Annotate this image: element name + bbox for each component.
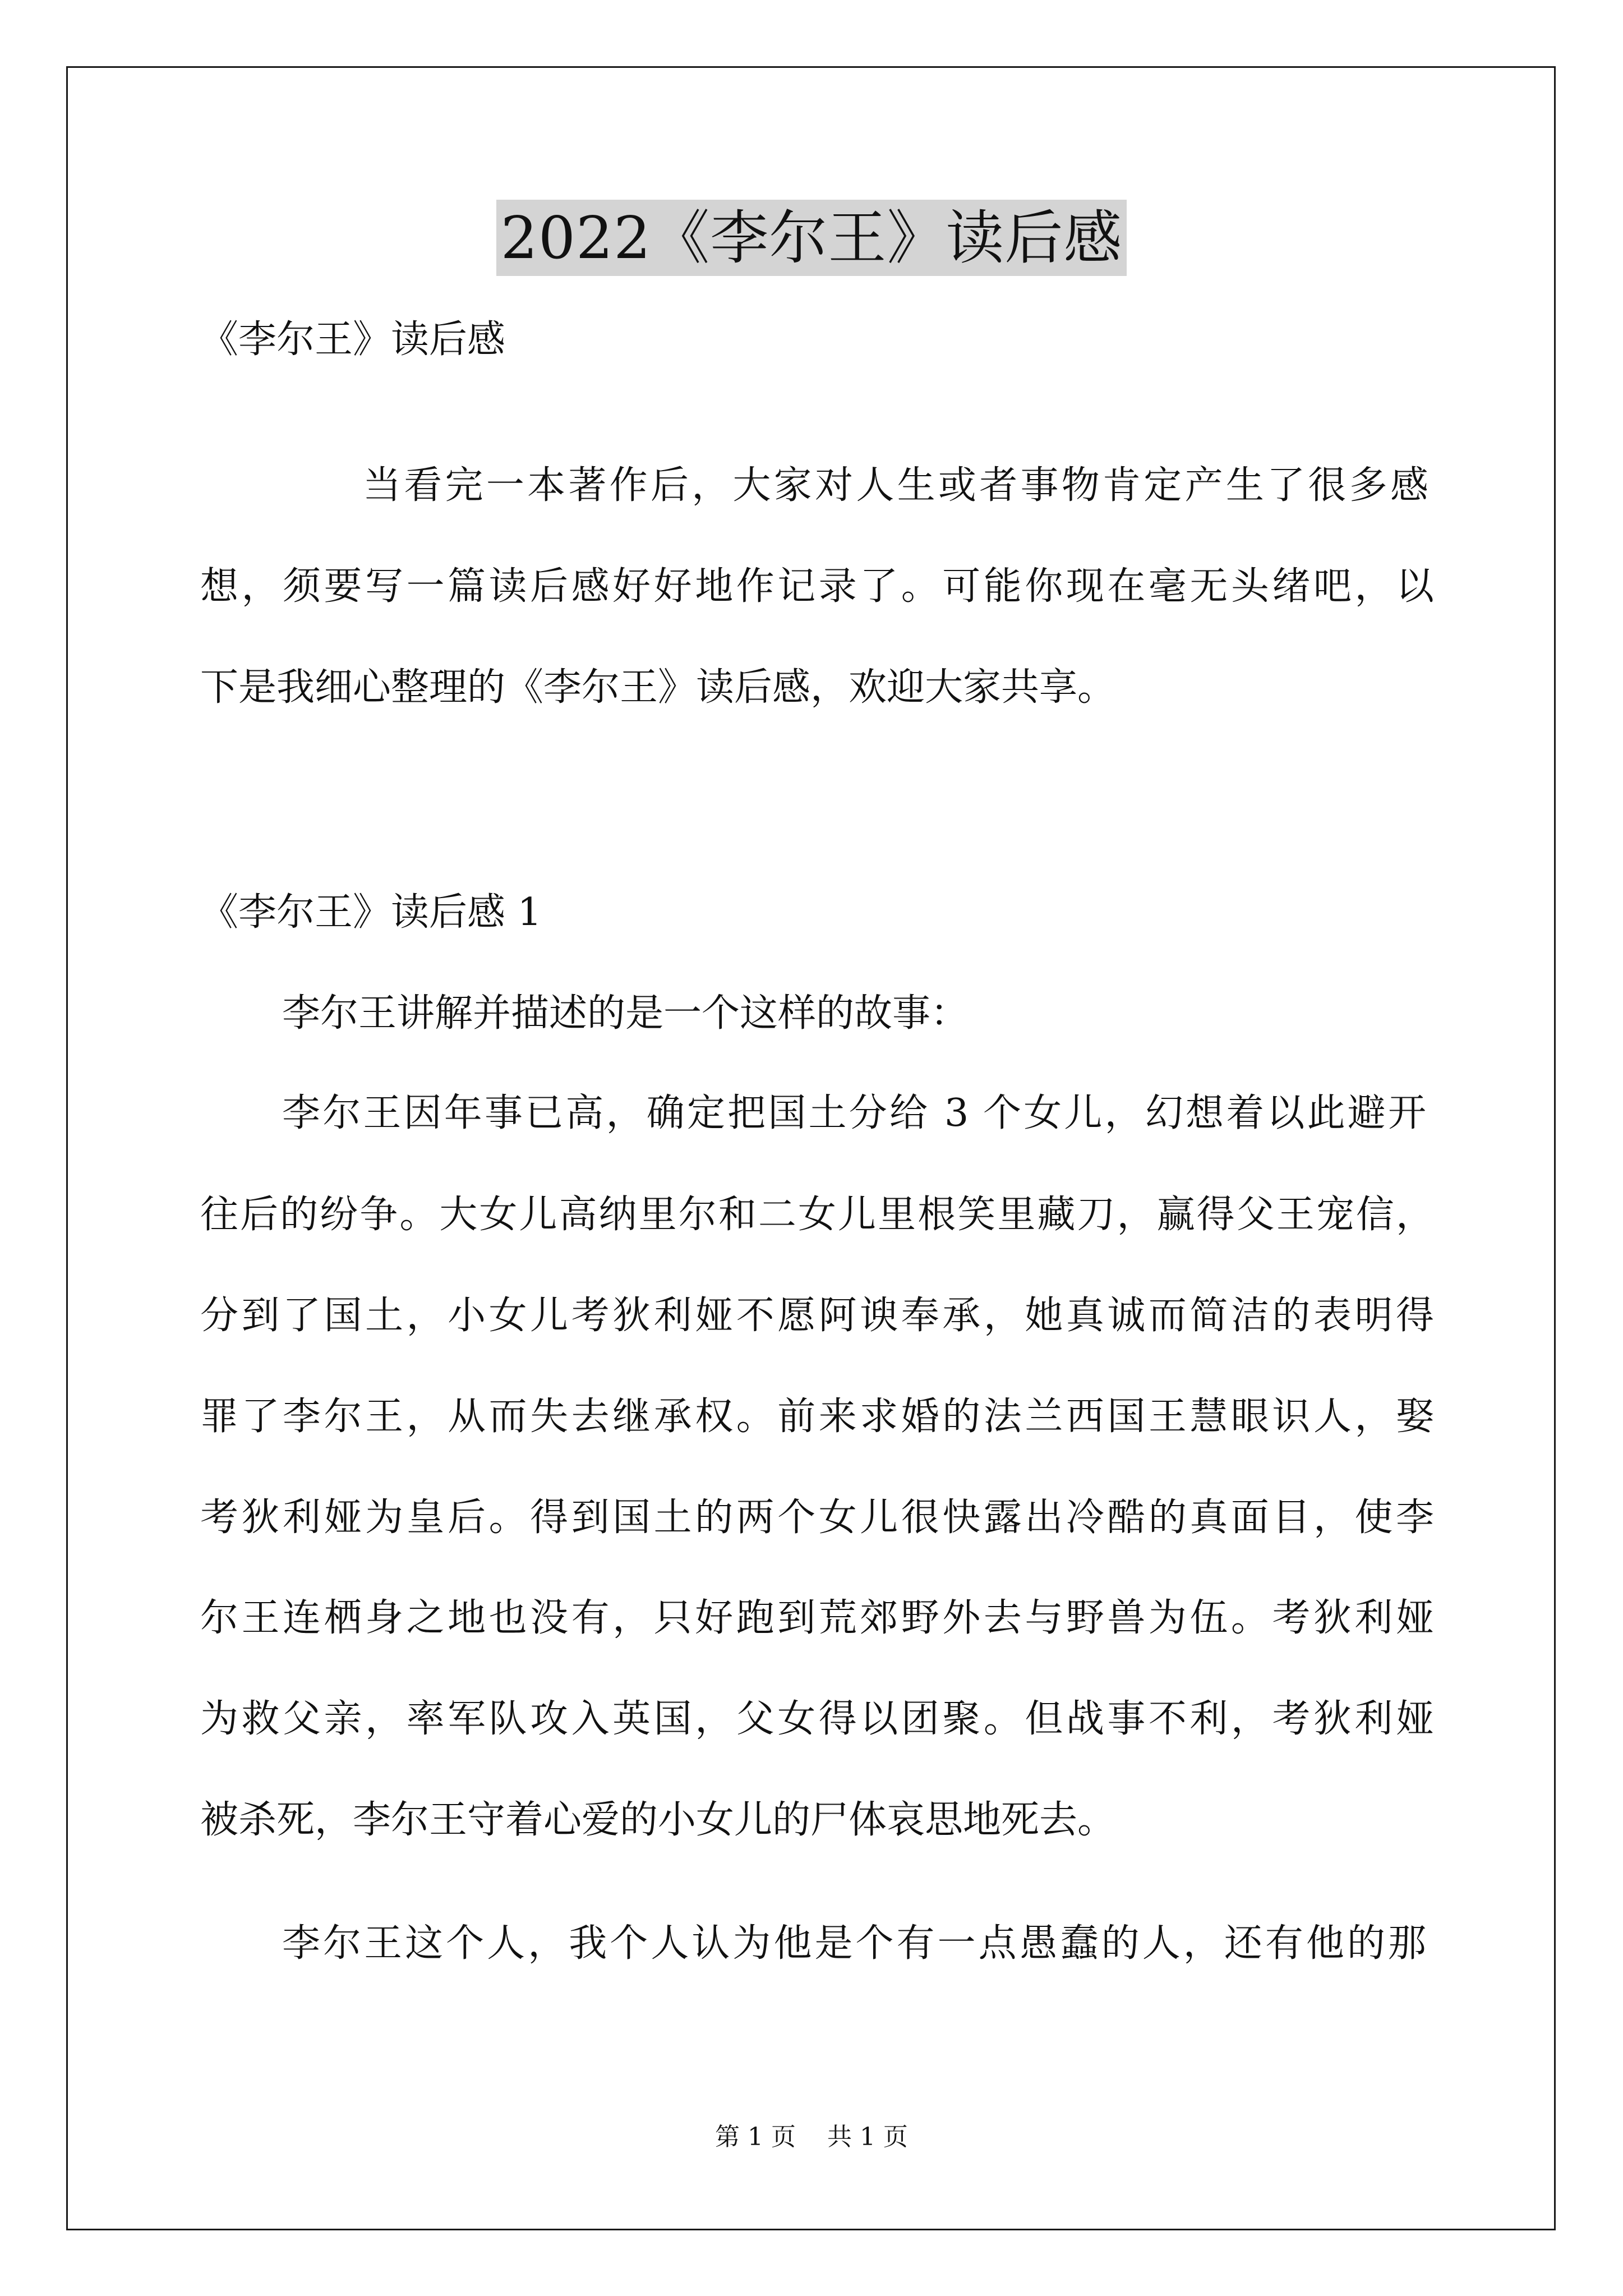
document-heading: 《李尔王》读后感 [200, 318, 506, 362]
paragraph-2-line-4: 罪了李尔王，从而失去继承权。前来求婚的法兰西国王慧眼识人，娶 [200, 1395, 1434, 1439]
intro-line-3: 下是我细心整理的《李尔王》读后感，欢迎大家共享。 [200, 665, 1116, 710]
paragraph-2-line-6: 尔王连栖身之地也没有，只好跑到荒郊野外去与野兽为伍。考狄利娅 [200, 1596, 1434, 1640]
paragraph-2-line-5: 考狄利娅为皇后。得到国土的两个女儿很快露出冷酷的真面目，使李 [200, 1496, 1434, 1540]
paragraph-1: 李尔王讲解并描述的是一个这样的故事： [282, 991, 969, 1036]
page-border [66, 66, 1556, 2230]
document-title: 2022《李尔王》读后感 [496, 200, 1127, 276]
section-heading: 《李尔王》读后感 1 [200, 890, 542, 935]
paragraph-2-line-8: 被杀死，李尔王守着心爱的小女儿的尸体哀思地死去。 [200, 1798, 1116, 1842]
intro-line-1: 当看完一本著作后，大家对人生或者事物肯定产生了很多感 [363, 463, 1428, 508]
paragraph-2-line-1: 李尔王因年事已高，确定把国土分给 3 个女儿，幻想着以此避开 [282, 1091, 1426, 1135]
intro-line-2: 想，须要写一篇读后感好好地作记录了。可能你现在毫无头绪吧，以 [200, 564, 1434, 609]
paragraph-2-line-7: 为救父亲，率军队攻入英国，父女得以团聚。但战事不利，考狄利娅 [200, 1697, 1434, 1741]
title-wrapper [0, 200, 1623, 276]
paragraph-2-line-3: 分到了国土，小女儿考狄利娅不愿阿谀奉承，她真诚而简洁的表明得 [200, 1294, 1434, 1338]
paragraph-2-line-2: 往后的纷争。大女儿高纳里尔和二女儿里根笑里藏刀，赢得父王宠信， [200, 1193, 1434, 1237]
page-footer: 第 1 页 共 1 页 [715, 2123, 908, 2151]
paragraph-3-line-1: 李尔王这个人，我个人认为他是个有一点愚蠢的人，还有他的那 [282, 1921, 1426, 1966]
